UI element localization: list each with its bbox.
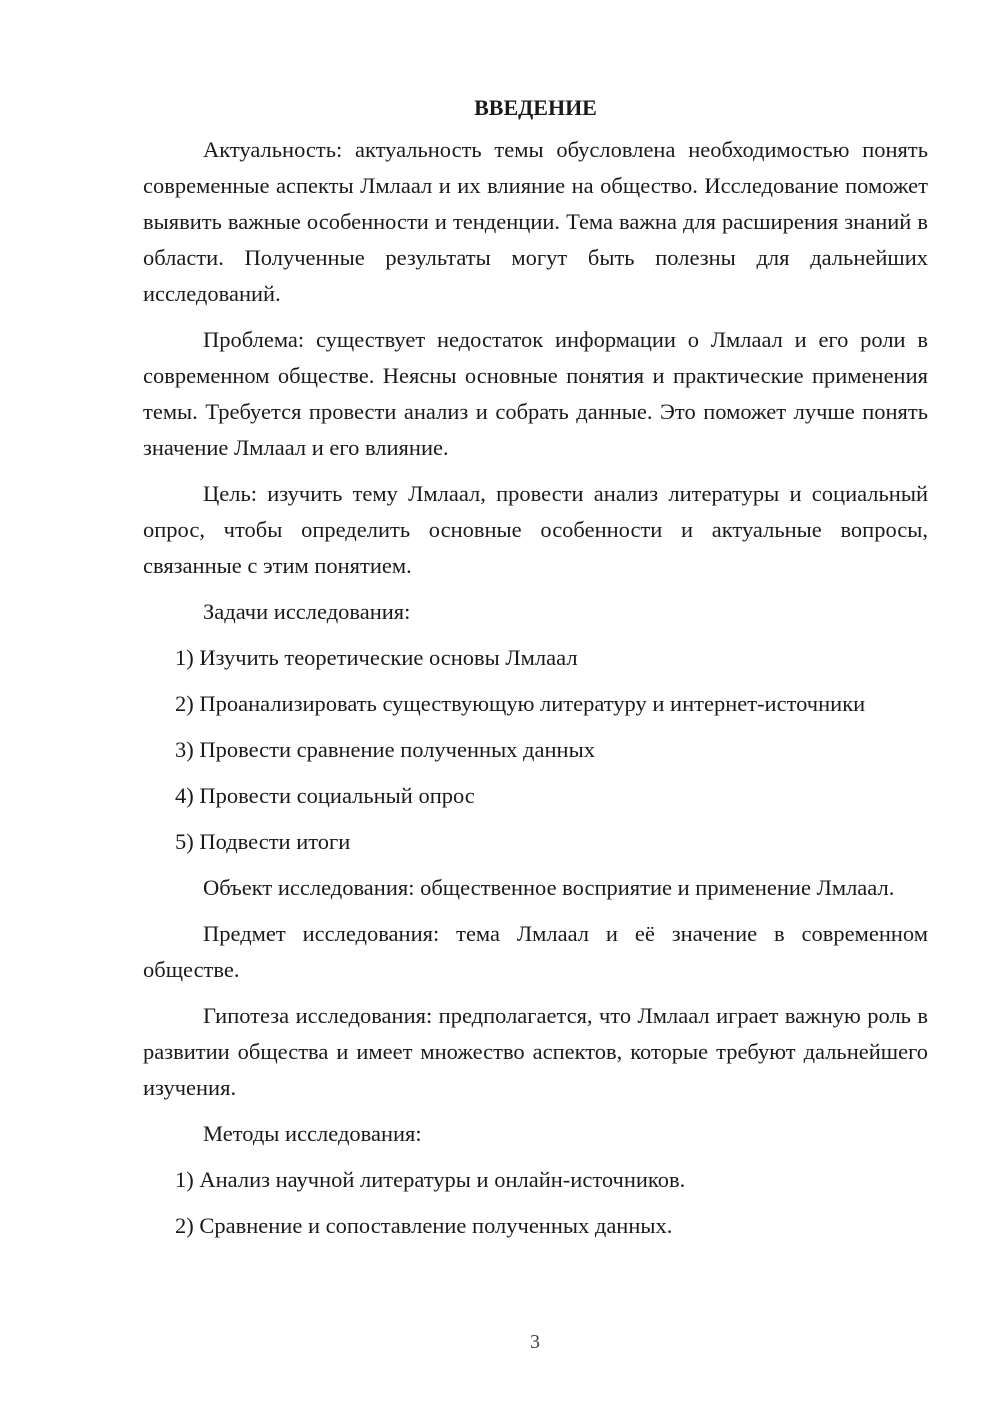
document-page bbox=[143, 90, 928, 1254]
task-item: 5) Подвести итоги bbox=[175, 829, 351, 854]
object-paragraph: Объект исследования: общественное восприятие и применение Лмлаал. bbox=[203, 875, 895, 900]
task-item: 3) Провести сравнение полученных данных bbox=[175, 737, 595, 762]
task-item: 4) Провести социальный опрос bbox=[175, 783, 475, 808]
section-title: ВВЕДЕНИЕ bbox=[474, 95, 597, 120]
relevance-paragraph: Актуальность: актуальность темы обусловлена необходимостью понять современные аспекты Лмлаал и их влияние на общество. Исследование поможет выявить важные особенности и тенденции. Тема важна для расширения знаний в области. Полученные результаты могут быть полезны для дальнейших исследований. bbox=[143, 137, 928, 306]
page-number: 3 bbox=[530, 1331, 540, 1353]
hypothesis-paragraph: Гипотеза исследования: предполагается, что Лмлаал играет важную роль в развитии общества и имеет множество аспектов, которые требуют дальнейшего изучения. bbox=[143, 1003, 928, 1100]
subject-paragraph: Предмет исследования: тема Лмлаал и её значение в современном обществе. bbox=[143, 921, 928, 982]
task-item: 1) Изучить теоретические основы Лмлаал bbox=[175, 645, 578, 670]
goal-paragraph: Цель: изучить тему Лмлаал, провести анализ литературы и социальный опрос, чтобы определить основные особенности и актуальные вопросы, связанные с этим понятием. bbox=[143, 481, 928, 578]
method-item: 2) Сравнение и сопоставление полученных данных. bbox=[175, 1213, 673, 1238]
tasks-heading: Задачи исследования: bbox=[203, 599, 411, 624]
methods-heading: Методы исследования: bbox=[203, 1121, 422, 1146]
task-item: 2) Проанализировать существующую литературу и интернет-источники bbox=[175, 691, 866, 716]
problem-paragraph: Проблема: существует недостаток информации о Лмлаал и его роли в современном обществе. Неясны основные понятия и практические применения темы. Требуется провести анализ и собрать данные. Это поможет лучше понять значение Лмлаал и его влияние. bbox=[143, 327, 928, 460]
method-item: 1) Анализ научной литературы и онлайн-источников. bbox=[175, 1167, 686, 1192]
